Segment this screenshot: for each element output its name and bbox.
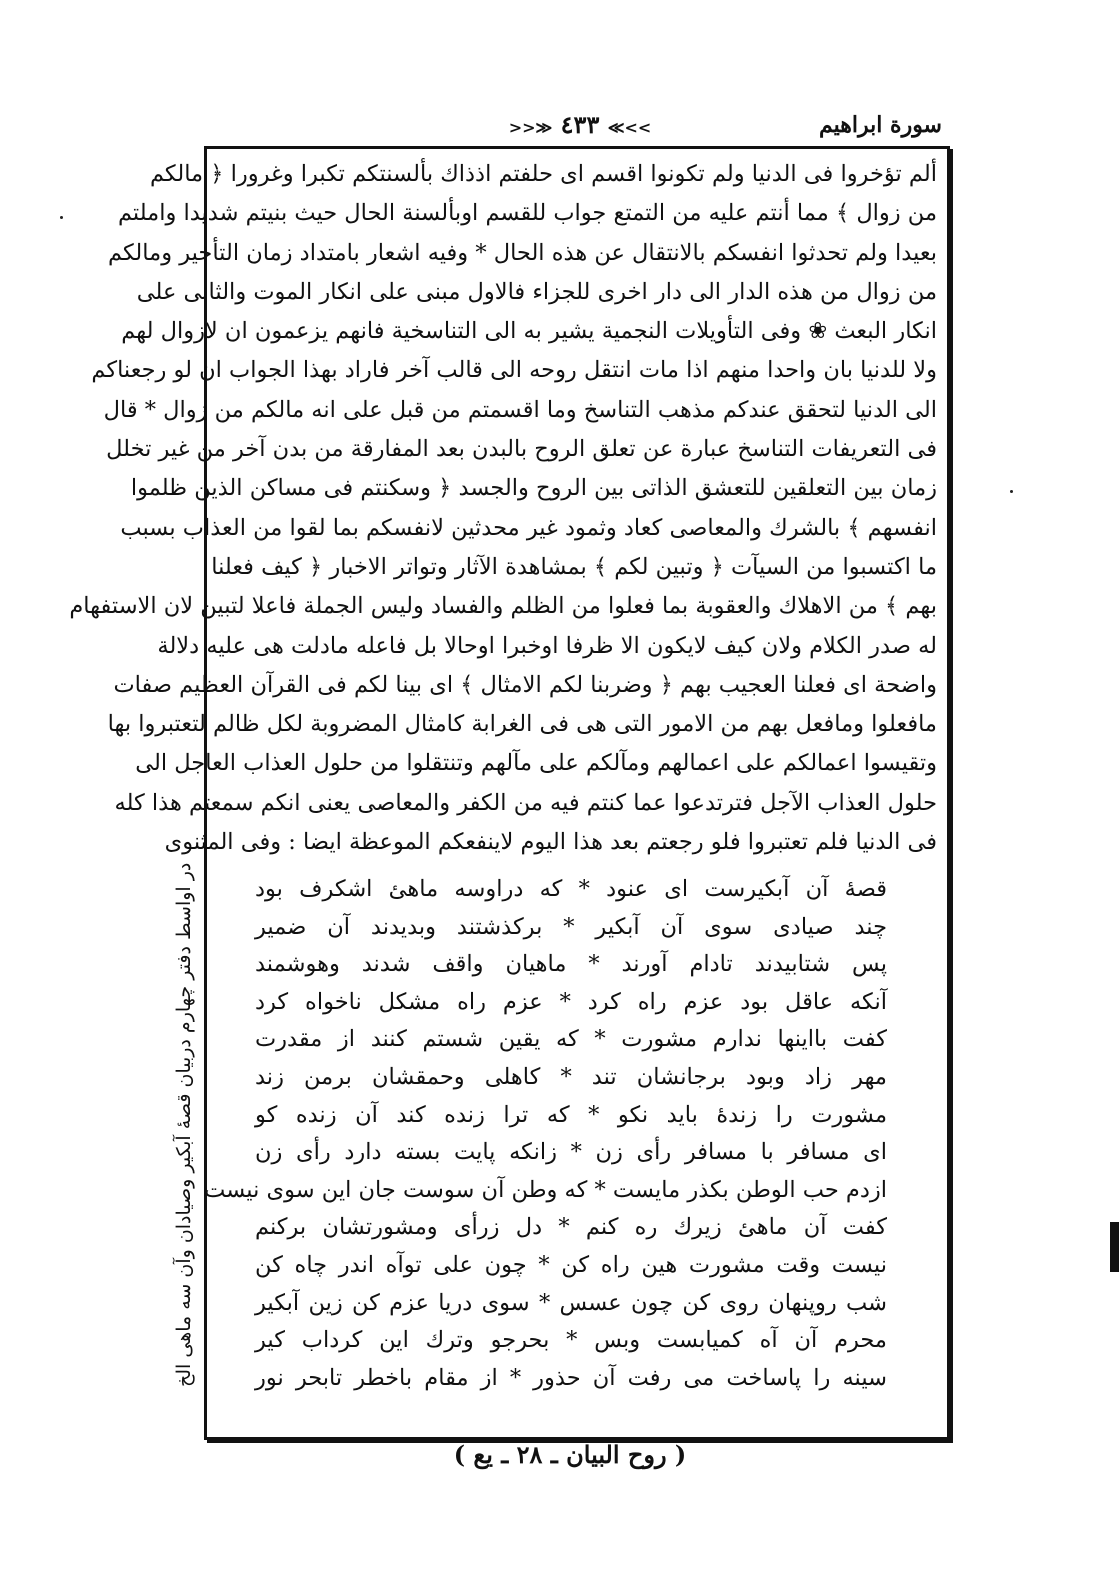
verse-line: ازدم حب الوطن بكذر مايست * كه وطن آن سوست جان اين سوى نيست — [204, 1176, 887, 1203]
verse-line: آنكه عاقل بود عزم راه كرد * عزم راه مشكل ناخواه كرد — [255, 988, 887, 1015]
prose-line: له صدر الكلام ولان كيف لايكون الا ظرفا اوخبرا اوحالا بل فاعله مادلت هى عليه دلالة — [157, 632, 937, 659]
prose-line: زمان بين التعلقين للتعشق الذاتى بين الروح والجسد ﴿ وسكنتم فى مساكن الذين ظلموا — [130, 475, 937, 502]
verse-line: كفت بااينها ندارم مشورت * كه يقين شستم كنند از مقدرت — [255, 1026, 887, 1053]
verse-line: پس شتابيدند تادام آورند * ماهيان واقف شدند وهوشمند — [255, 951, 887, 978]
prose-line: ولا للدنيا بان واحدا منهم اذا مات انتقل روحه الى قالب آخر فاراد بهذا الجواب ان لو رجعناكم — [91, 357, 937, 384]
surah-title: سورة ابراهيم — [819, 112, 942, 138]
page-number-block — [505, 110, 655, 139]
verse-line: شب روپنهان روى كن چون عسس * سوى دريا عزم كن زين آبكير — [255, 1289, 887, 1316]
prose-line: ما اكتسبوا من السيآت ﴿ وتبين لكم ﴾ بمشاهدة الآثار وتواتر الاخبار ﴿ كيف فعلنا — [211, 553, 937, 580]
prose-line: حلول العذاب الآجل فترتدعوا عما كنتم فيه من الكفر والمعاصى يعنى انكم سمعتم هذا كله — [114, 789, 937, 816]
scan-speck — [60, 216, 63, 219]
prose-line: فى التعريفات التناسخ عبارة عن تعلق الروح بالبدن بعد المفارقة من بدن آخر من غير تخلل — [106, 436, 937, 463]
commentary-prose — [69, 155, 937, 862]
verse-line: مهر زاد وبود برجانشان تند * كاهلى وحمقشان برمن زند — [255, 1063, 887, 1090]
page-footer: ( روح البيان ـ ٢٨ ـ يع ) — [453, 1440, 687, 1469]
prose-line: واضحة اى فعلنا العجيب بهم ﴿ وضربنا لكم الامثال ﴾ اى بينا لكم فى القرآن العظيم صفات — [113, 671, 937, 698]
prose-line: الى الدنيا لتحقق عندكم مذهب التناسخ وما اقسمتم من قبل على انه مالكم من زوال * قال — [103, 396, 937, 423]
margin-note: در اواسط دفتر چهارم دربيان قصهٔ آبكير وصيادان وآن سه ماهى الخ — [173, 862, 195, 1388]
prose-line: بعيدا ولم تحدثوا انفسكم بالانتقال عن هذه الحال * وفيه اشعار بامتداد زمان التأخير ومالكم — [108, 239, 937, 266]
verse-line: محرم آن آه كميابست وبس * بحرجو وترك اين كرداب كير — [255, 1327, 887, 1354]
scan-speck — [1010, 490, 1013, 493]
verse-line: كفت آن ماهئ زيرك ره كنم * دل زرأى ومشورتشان بركنم — [255, 1214, 887, 1241]
prose-line: انكار البعث ❀ وفى التأويلات النجمية يشير به الى التناسخية فانهم يزعمون ان لازوال لهم — [121, 318, 937, 345]
verse-line: قصهٔ آن آبكيرست اى عنود * كه دراوسه ماهئ اشكرف بود — [255, 876, 887, 902]
verse-line: نيست وقت مشورت هين راه كن * چون على توآه اندر چاه كن — [255, 1251, 887, 1278]
prose-line: بهم ﴾ من الاهلاك والعقوبة بما فعلوا من الظلم والفساد وليس الجملة فاعلا لتبين لان الاستفهام — [69, 593, 937, 620]
prose-line: من زوال ﴾ مما أنتم عليه من التمتع جواب للقسم اوبألسنة الحال حيث بنيتم شديدا واملتم — [117, 200, 937, 227]
verse-line: مشورت را زندهٔ بايد نكو * كه ترا زنده كند آن زنده كو — [255, 1101, 887, 1128]
prose-line: من زوال من هذه الدار الى دار اخرى للجزاء فالاول مبنى على انكار الموت والثانى على — [136, 278, 937, 305]
verse-line: اى مسافر با مسافر رأى زن * زانكه پايت بسته دارد رأى زن — [255, 1139, 887, 1166]
page-number: ٤٣٣ — [560, 110, 600, 139]
masnavi-verses — [204, 871, 887, 1397]
prose-line: مافعلوا ومافعل بهم من الامور التى هى فى الغرابة كامثال المضروبة لكل ظالم لتعتبروا بها — [107, 711, 937, 738]
page-header — [205, 108, 950, 144]
verse-line: سينه را پاساخت مى رفت آن حذور * از مقام باخطر تابحر نور — [255, 1364, 887, 1391]
prose-line: فى الدنيا فلم تعتبروا فلو رجعتم بعد هذا اليوم لاينفعكم الموعظة ايضا : وفى المثنوى — [164, 829, 937, 856]
ornament-left-icon: >>≫ — [607, 118, 652, 137]
scan-edge-mark — [1110, 1222, 1119, 1272]
prose-line: وتقيسوا اعمالكم على اعمالهم ومآلكم على مآلهم وتنتقلوا من حلول العذاب العاجل الى — [135, 750, 937, 777]
verse-line: چند صيادى سوى آن آبكير * بركذشتند وبديدند آن ضمير — [255, 913, 887, 940]
ornament-right-icon: ≪<< — [508, 118, 553, 137]
prose-line: ألم تؤخروا فى الدنيا ولم تكونوا اقسم اى حلفتم اذذاك بألسنتكم تكبرا وغرورا ﴿ مالكم — [149, 161, 937, 187]
prose-line: انفسهم ﴾ بالشرك والمعاصى كعاد وثمود غير محدثين لانفسكم بما لقوا من العذاب بسبب — [120, 514, 937, 541]
